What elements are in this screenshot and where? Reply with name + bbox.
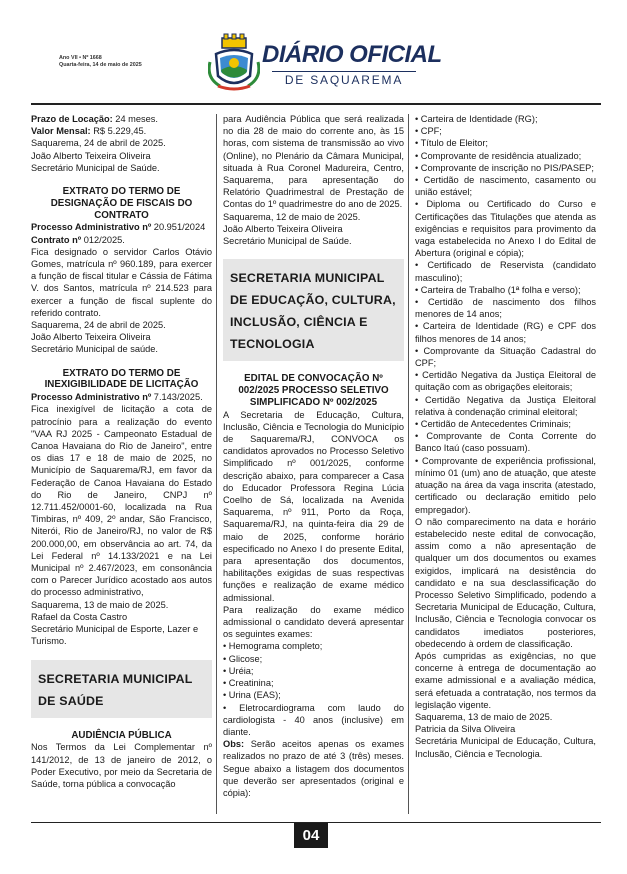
date-line: Saquarema, 24 de abril de 2025. — [31, 138, 166, 149]
list-item: • Creatinina; — [223, 678, 274, 689]
heading-extrato-designacao: EXTRATO DO TERMO DE DESIGNAÇÃO DE FISCAIS DO CONTRATO — [50, 186, 193, 221]
heading-audiencia-publica: AUDIÊNCIA PÚBLICA — [71, 729, 172, 741]
page-number: 04 — [294, 823, 328, 848]
list-item: • Diploma ou Certificado do Curso e Certificações das Titulações que atenda as exigências e requisitos para provimento da vaga estabelecida no Anexo I do Edital de Abertura (original e cópia); — [415, 199, 596, 259]
list-item: • Certidão de nascimento dos filhos menores de 14 anos; — [415, 297, 596, 320]
column-3 — [415, 113, 596, 760]
body-text: para Audiência Pública que será realizada no dia 28 de maio do corrente ano, às 15 horas, com sistema de transmissão ao vivo (Online), no Plenário da Câmara Municipal, situada à Rua Coronel Madureira, Centro, Saquarema, para apresentação do Relatório Quadrimestral de Prestação de Contas do 1º quadrimestre do ano de 2025. — [223, 114, 404, 210]
edition-date: Quarta-feira, 14 de maio de 2025 — [59, 62, 142, 68]
list-item: • Uréia; — [223, 665, 254, 676]
signatory-name: João Alberto Teixeira Oliveira — [223, 223, 343, 234]
list-item: • Glicose; — [223, 653, 263, 664]
list-item: • Certidão Negativa da Justiça Eleitoral relativa à condenação criminal eleitoral; — [415, 394, 596, 417]
list-item: • Certificado de Reservista (candidato masculino); — [415, 260, 596, 283]
list-item: • Comprovante da Situação Cadastral do CPF; — [415, 345, 596, 369]
list-item: • Título de Eleitor; — [415, 138, 488, 149]
signatory-name: João Alberto Teixeira Oliveira — [31, 150, 151, 161]
heading-extrato-inexigibilidade: EXTRATO DO TERMO DE INEXIGIBILIDADE DE LICITAÇÃO — [44, 367, 199, 391]
list-item: • CPF; — [415, 126, 442, 137]
body-text: Após cumpridas as exigências, no que concerne à entrega de documentação ao exame admissional e a avaliação médica, será efetuada a contratação, nos termos da legislação vigente. — [415, 650, 596, 710]
process-number: Processo Administrativo nº 7.143/2025. — [31, 392, 203, 403]
column-2 — [223, 113, 404, 799]
list-item: • Certidão de Antecedentes Criminais; — [415, 419, 571, 430]
body-text: Fica inexigível de licitação a cota de patrocínio para a realização do evento "VAA RJ 2025 - Campeonato Estadual de Canoa Havaiana do Rio de Janeiro", entre os dias 17 e 18 de maio de 2025, no Município de Saquarema/RJ, em favor da Federação de Canoa Havaiana do Estado do Rio de Janeiro, CNPJ nº 12.711.452/0001-60, localizada na Rua Timbiras, nº 409, 2º andar, São Francisco, Niterói, Rio de Janeiro/RJ, no valor de R$ 200.000,00, em observância ao art. 74, da Lei Federal nº 14.133/2021 e na Lei Municipal nº 2.467/2023, em consonância com o Parecer Jurídico acostado aos autos do processo administrativo, — [31, 404, 212, 598]
column-divider — [216, 114, 217, 814]
column-divider — [408, 114, 409, 814]
list-item: • Urina (EAS); — [223, 690, 281, 701]
newspaper-title: DIÁRIO OFICIAL — [262, 41, 442, 68]
contract-number: Contrato nº 012/2025. — [31, 234, 125, 245]
section-header-educacao: SECRETARIA MUNICIPAL DE EDUCAÇÃO, CULTURA, INCLUSÃO, CIÊNCIA E TECNOLOGIA — [223, 259, 404, 361]
newspaper-subtitle: DE SAQUAREMA — [284, 73, 404, 87]
signatory-title: Secretária Municipal de Educação, Cultura, Inclusão, Ciência e Tecnologia. — [415, 736, 596, 759]
body-text: A Secretaria de Educação, Cultura, Inclusão, Ciência e Tecnologia do Município de Saquarema/RJ, CONVOCA os candidatos aprovados no Processo Seletivo Simplificado nº 001/2025, conforme descrição abaixo, para comparecer a Casa do Educador Professora Regina Lúcia Coelho de Sá, localizada na Avenida Saquarema, nº 911, Porto da Roça, Saquarema/RJ, na quinta-feira dia 29 de maio de 2025, conforme horário especificado no Anexo I do presente Edital, para apresentação dos documentos, habilitações exigidas de suas respectivas funções e realização de exame médico admissional. — [223, 409, 404, 603]
list-item: • Certidão Negativa da Justiça Eleitoral de quitação com as obrigações eleitorais; — [415, 370, 596, 393]
monthly-value: Valor Mensal: R$ 5.229,45. — [31, 126, 147, 137]
signatory-title: Secretário Municipal de Esporte, Lazer e Turismo. — [31, 624, 199, 647]
list-item: • Comprovante de residência atualizado; — [415, 150, 582, 161]
signatory-name: João Alberto Teixeira Oliveira — [31, 332, 151, 343]
section-header-saude: SECRETARIA MUNICIPAL DE SAÚDE — [31, 660, 212, 718]
edition-number: Ano VII • Nº 1668 — [59, 55, 102, 61]
body-text: O não comparecimento na data e horário estabelecido neste edital de convocação, assim como a não apresentação de qualquer um dos documentos ou exames exigidos, implicará na desistência do candidato e na sua desclassificação do Processo Seletivo Simplificado, podendo a Secretaria Municipal de Educação, Cultura, Inclusão, Ciência e Tecnologia convocar os candidatos imediatos posteriores, obedecendo à ordem de classificação. — [415, 516, 596, 649]
body-text: Nos Termos da Lei Complementar nº 141/2012, de 13 de janeiro de 2012, o Poder Executivo, por meio da Secretaria de Saúde, torna pública a convocação — [31, 742, 212, 789]
process-number: Processo Administrativo nº 20.951/2024 — [31, 222, 206, 233]
signatory-name: Rafael da Costa Castro — [31, 611, 128, 622]
date-line: Saquarema, 13 de maio de 2025. — [415, 711, 553, 722]
lease-term: Prazo de Locação: 24 meses. — [31, 114, 158, 124]
signatory-title: Secretário Municipal de Saúde. — [31, 162, 160, 173]
list-item: • Hemograma completo; — [223, 641, 323, 652]
list-item: • Comprovante de Conta Corrente do Banco Itaú (caso possuam). — [415, 431, 596, 454]
date-line: Saquarema, 12 de maio de 2025. — [223, 211, 361, 222]
date-line: Saquarema, 24 de abril de 2025. — [31, 320, 166, 331]
list-item: • Carteira de Trabalho (1ª folha e verso); — [415, 284, 581, 295]
list-item: • Carteira de Identidade (RG); — [415, 114, 538, 124]
signatory-title: Secretário Municipal de Saúde. — [223, 236, 352, 247]
body-text: Para realização do exame médico admissional o candidato deverá apresentar os seguintes exames: — [223, 604, 404, 640]
obs-note: Obs: Serão aceitos apenas os exames realizados no prazo de até 3 (três) meses. Segue abaixo a listagem dos documentos que deverão ser apresentados (original e cópia): — [223, 739, 404, 798]
column-1 — [31, 113, 212, 790]
list-item: • Comprovante de inscrição no PIS/PASEP; — [415, 162, 594, 173]
coat-of-arms-logo — [208, 32, 260, 92]
signatory-title: Secretário Municipal de saúde. — [31, 344, 159, 355]
list-item: • Certidão de nascimento, casamento ou união estável; — [415, 175, 596, 198]
date-line: Saquarema, 13 de maio de 2025. — [31, 599, 169, 610]
list-item: • Eletrocardiograma com laudo do cardiologista - 40 anos (inclusive) em diante. — [223, 702, 404, 737]
signatory-name: Patricia da Silva Oliveira — [415, 724, 516, 735]
heading-edital-convocacao: EDITAL DE CONVOCAÇÃO Nº 002/2025 PROCESSO SELETIVO SIMPLIFICADO Nº 002/2025 — [238, 373, 389, 408]
list-item: • Carteira de Identidade (RG) e CPF dos filhos menores de 14 anos; — [415, 321, 596, 344]
edition-info — [59, 55, 142, 69]
header-rule — [31, 103, 601, 105]
list-item: • Comprovante de experiência profissional, mínimo 01 (um) ano de atuação, que ateste atuação na área da vaga inscrita (atestado, certificado ou declaração emitido pelo empregador). — [415, 455, 596, 515]
body-text: Fica designado o servidor Carlos Otávio Gomes, matrícula nº 960.189, para exercer a função de fiscal titular e Cássia de Fátima V. dos Santos, matrícula nº 214.523 para exercer a função de fiscal suplente do referido contrato. — [31, 246, 212, 318]
title-divider — [272, 71, 416, 72]
